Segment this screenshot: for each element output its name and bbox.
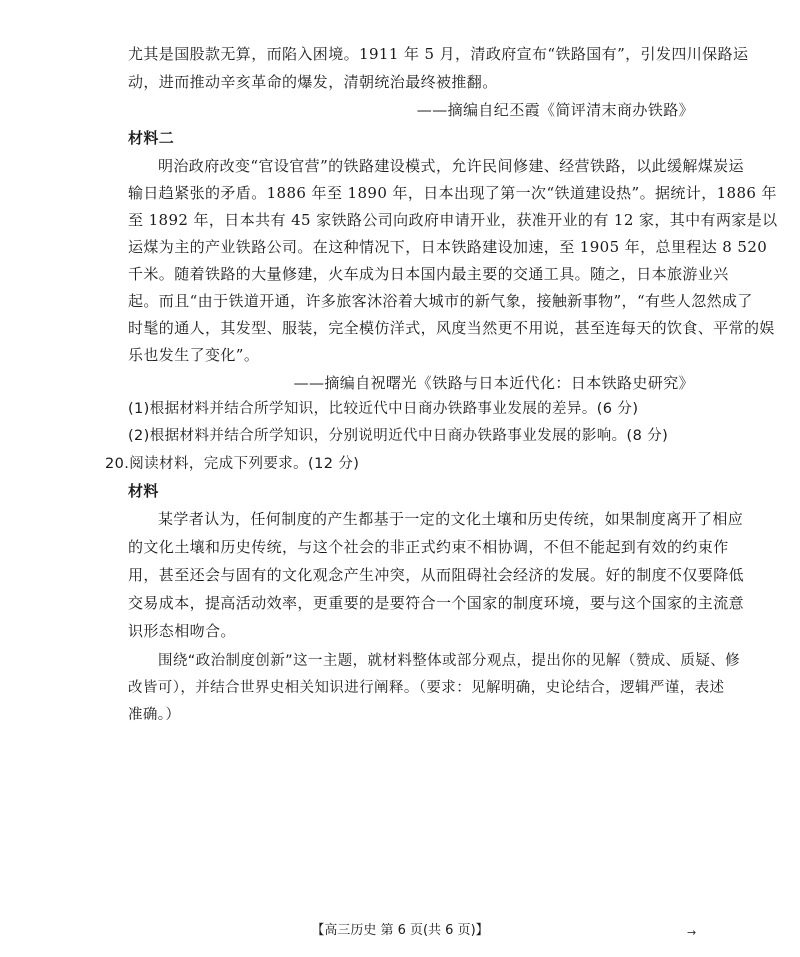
task-line: 围绕“政治制度创新”这一主题，就材料整体或部分观点，提出你的见解（赞成、质疑、修 xyxy=(158,653,741,669)
question-19-2: (2)根据材料并结合所学知识，分别说明近代中日商办铁路事业发展的影响。(8 分) xyxy=(128,428,669,444)
material-line: 千米。随着铁路的大量修建，火车成为日本国内最主要的交通工具。随之，日本旅游业兴 xyxy=(128,265,729,283)
material-line: 运煤为主的产业铁路公司。在这种情况下，日本铁路建设加速，至 1905 年，总里程达 8 520 xyxy=(128,238,768,256)
task-line: 改皆可），并结合世界史相关知识进行阐释。（要求：见解明确，史论结合，逻辑严谨，表述 xyxy=(128,680,725,696)
material-line: 某学者认为，任何制度的产生都基于一定的文化土壤和历史传统，如果制度离开了相应 xyxy=(158,510,744,528)
material-line: 明治政府改变“官设官营”的铁路建设模式，允许民间修建、经营铁路，以此缓解煤炭运 xyxy=(158,157,744,175)
top-paragraph-line: 动，进而推动辛亥革命的爆发，清朝统治最终被推翻。 xyxy=(128,73,498,91)
corner-mark: → xyxy=(687,926,697,939)
material-line: 交易成本，提高活动效率，更重要的是要符合一个国家的制度环境，要与这个国家的主流意 xyxy=(128,594,745,612)
question-20-prompt: 20.阅读材料，完成下列要求。(12 分) xyxy=(105,456,360,472)
top-paragraph-line: 尤其是国股款无算，而陷入困境。1911 年 5 月，清政府宣布“铁路国有”，引发四川保路运 xyxy=(128,45,749,63)
material-line: 的文化土壤和历史传统，与这个社会的非正式约束不相协调，不但不能起到有效的约束作 xyxy=(128,538,729,556)
page-footer: 【高三历史 第 6 页(共 6 页)】 xyxy=(311,923,489,938)
material-line: 输日趋紧张的矛盾。1886 年至 1890 年，日本出现了第一次“铁道建设热”。据统计，1886 年 xyxy=(128,184,777,202)
material-line: 识形态相吻合。 xyxy=(128,622,236,640)
material-line: 用，甚至还会与固有的文化观念产生冲突，从而阻碍社会经济的发展。好的制度不仅要降低 xyxy=(128,566,745,584)
task-line: 准确。） xyxy=(128,707,181,723)
material-heading: 材料 xyxy=(128,482,159,500)
citation: ——摘编自纪丕霞《简评清末商办铁路》 xyxy=(416,101,694,119)
material-line: 时髦的通人，其发型、服装，完全模仿洋式，风度当然更不用说，甚至连每天的饮食、平常的娱 xyxy=(128,319,775,337)
material-heading: 材料二 xyxy=(128,129,175,147)
material-line: 乐也发生了变化”。 xyxy=(128,346,260,364)
question-19-1: (1)根据材料并结合所学知识，比较近代中日商办铁路事业发展的差异。(6 分) xyxy=(128,401,639,417)
citation: ——摘编自祝曙光《铁路与日本近代化：日本铁路史研究》 xyxy=(293,374,694,392)
material-line: 至 1892 年，日本共有 45 家铁路公司向政府申请开业，获准开业的有 12 家，其中有两家是以 xyxy=(128,211,778,229)
material-line: 起。而且“由于铁道开通，许多旅客沐浴着大城市的新气象，接触新事物”，“有些人忽然成了 xyxy=(128,292,753,310)
